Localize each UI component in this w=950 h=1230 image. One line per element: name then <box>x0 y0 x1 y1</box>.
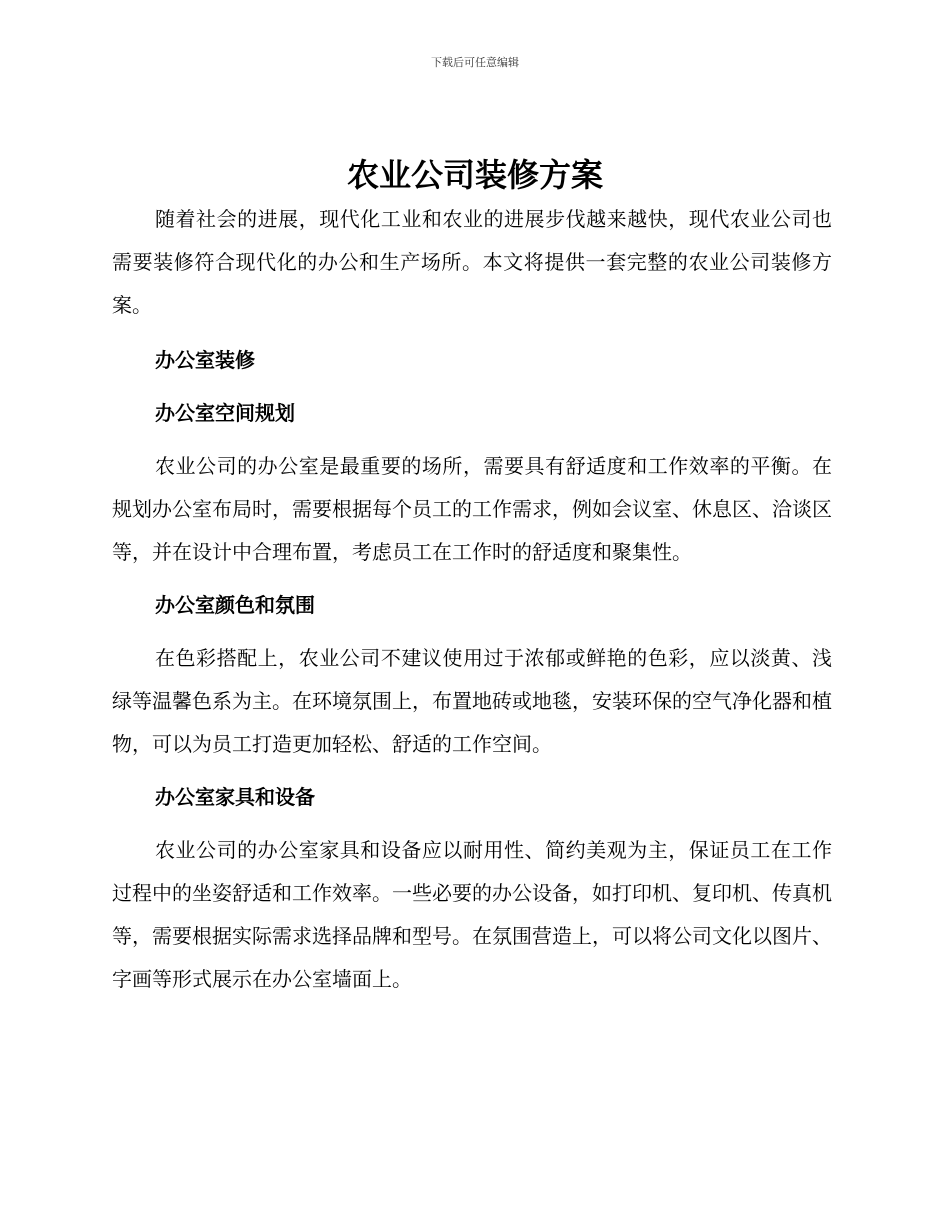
intro-paragraph: 随着社会的进展，现代化工业和农业的进展步伐越来越快，现代农业公司也需要装修符合现代化的办公和生产场所。本文将提供一套完整的农业公司装修方案。 <box>112 207 832 317</box>
section-heading-office-renovation: 办公室装修 <box>155 348 255 372</box>
section-body-space-planning: 农业公司的办公室是最重要的场所，需要具有舒适度和工作效率的平衡。在规划办公室布局时，需要根据每个员工的工作需求，例如会议室、休息区、洽谈区等，并在设计中合理布置，考虑员工在工作时的舒适度和聚集性。 <box>112 454 832 564</box>
section-body-color-atmosphere: 在色彩搭配上，农业公司不建议使用过于浓郁或鲜艳的色彩，应以淡黄、浅绿等温馨色系为主。在环境氛围上，布置地砖或地毯，安装环保的空气净化器和植物，可以为员工打造更加轻松、舒适的工作空间。 <box>112 646 832 756</box>
section-heading-space-planning: 办公室空间规划 <box>155 401 295 425</box>
section-heading-color-atmosphere: 办公室颜色和氛围 <box>155 593 315 617</box>
section-heading-furniture-equipment: 办公室家具和设备 <box>155 785 315 809</box>
section-body-furniture-equipment: 农业公司的办公室家具和设备应以耐用性、简约美观为主，保证员工在工作过程中的坐姿舒适和工作效率。一些必要的办公设备，如打印机、复印机、传真机等，需要根据实际需求选择品牌和型号。在氛围营造上，可以将公司文化以图片、字画等形式展示在办公室墙面上。 <box>112 838 832 991</box>
document-title: 农业公司装修方案 <box>346 156 603 194</box>
document-body <box>112 198 832 1001</box>
header-note: 下载后可任意编辑 <box>431 56 519 69</box>
